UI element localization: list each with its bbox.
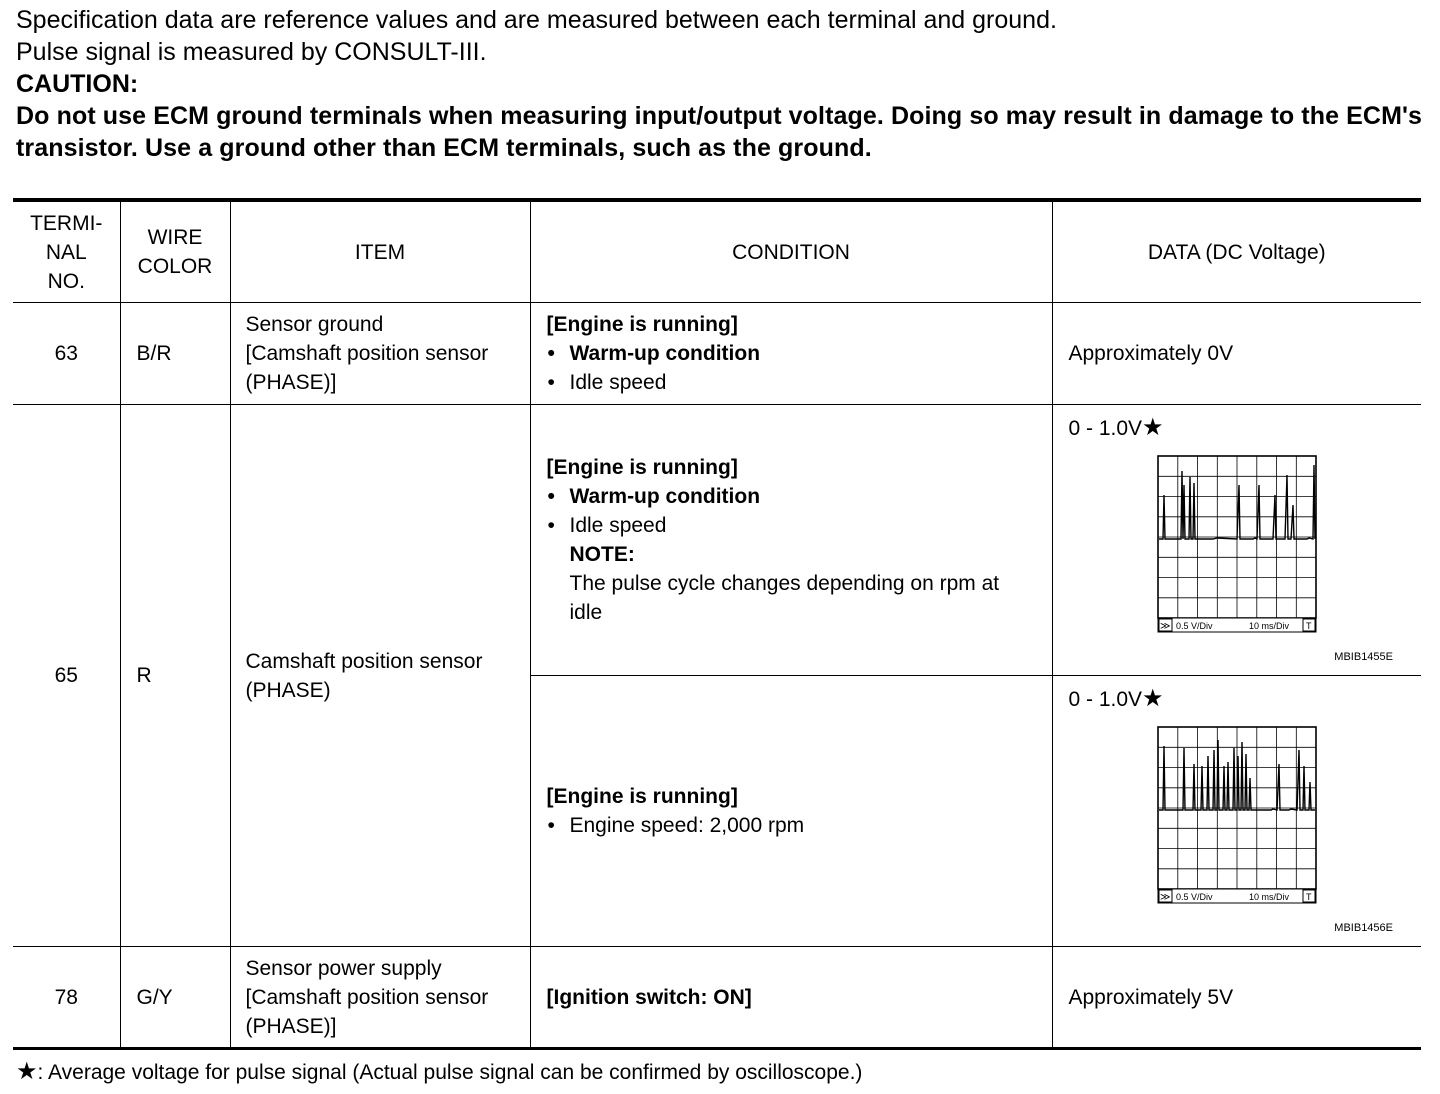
oscilloscope-waveform [1157, 455, 1332, 641]
condition-cell [530, 947, 1052, 1049]
star-icon: ★ [1142, 685, 1164, 712]
item-line: (PHASE)] [245, 1014, 337, 1038]
table-row [13, 303, 1421, 405]
condition-bullet: • Warm-up condition [547, 482, 1044, 511]
header-terminal-line: TERMI- [30, 211, 103, 235]
scope-arrow-icon: ≫ [1159, 892, 1170, 903]
terminal-number: 65 [13, 405, 120, 947]
data-value [1069, 684, 1164, 714]
header-wire-line: WIRE [147, 226, 203, 249]
scope-trigger-label: T [1305, 621, 1311, 631]
oscilloscope-waveform [1157, 726, 1332, 912]
header-item: ITEM [230, 200, 530, 303]
note-label: NOTE: [569, 543, 635, 566]
scope-volts-per-div: 0.5 V/Div [1175, 892, 1213, 902]
note-text: The pulse cycle changes depending on rpm at [569, 572, 1000, 595]
spec-note-line: Specification data are reference values and are measured between each terminal and ground. [16, 6, 1057, 34]
terminal-spec-table [13, 198, 1421, 1050]
item-cell [230, 405, 530, 947]
item-line: Sensor ground [245, 313, 384, 336]
figure-id: MBIB1455E [1334, 651, 1393, 663]
data-value: Approximately 0V [1052, 303, 1421, 405]
intro-text [16, 4, 1426, 164]
condition-cell [530, 303, 1052, 405]
footnote-text: : Average voltage for pulse signal (Actual pulse signal can be confirmed by oscilloscope.) [37, 1061, 863, 1084]
scope-footer [1158, 889, 1316, 903]
item-line: (PHASE) [245, 678, 331, 702]
note-text: idle [569, 601, 603, 624]
header-terminal-line: NO. [47, 269, 85, 293]
condition-cell [530, 676, 1052, 947]
scope-volts-per-div: 0.5 V/Div [1175, 621, 1213, 631]
table-row [13, 947, 1421, 1049]
star-icon: ★ [16, 1058, 38, 1085]
header-condition: CONDITION [530, 200, 1052, 303]
item-line: [Camshaft position sensor [245, 985, 489, 1009]
condition-bullet: • Engine speed: 2,000 rpm [547, 811, 1044, 840]
scope-arrow-icon: ≫ [1159, 621, 1170, 632]
caution-label: CAUTION: [16, 70, 139, 98]
condition-cell [530, 405, 1052, 676]
waveform-cell [1052, 405, 1421, 676]
item-line: Camshaft position sensor [245, 649, 483, 673]
condition-bullet: • Warm-up condition [547, 339, 1044, 368]
footnote [16, 1058, 862, 1087]
condition-header: [Engine is running] [546, 313, 738, 336]
wire-color: B/R [120, 303, 230, 405]
header-terminal-no [13, 200, 120, 303]
scope-time-per-div: 10 ms/Div [1248, 892, 1289, 902]
condition-bullet: • Idle speed [547, 511, 1044, 540]
wire-color: G/Y [120, 947, 230, 1049]
condition-header: [Engine is running] [546, 785, 738, 808]
header-wire-color [120, 200, 230, 303]
pulse-note-line: Pulse signal is measured by CONSULT-III. [16, 38, 487, 66]
terminal-number: 78 [13, 947, 120, 1049]
table-header-row [13, 200, 1421, 303]
scope-trigger-label: T [1305, 892, 1311, 902]
item-cell [230, 947, 530, 1049]
item-line: Sensor power supply [245, 956, 442, 980]
caution-text: Do not use ECM ground terminals when measuring input/output voltage. Doing so may result in damage to the ECM's transistor. Use a ground other than ECM terminals, such as the ground. [16, 102, 1423, 162]
scope-time-per-div: 10 ms/Div [1248, 621, 1289, 631]
terminal-number: 63 [13, 303, 120, 405]
figure-id: MBIB1456E [1334, 922, 1393, 934]
item-line: (PHASE)] [245, 371, 337, 394]
data-value: Approximately 5V [1052, 947, 1421, 1049]
header-terminal-line: NAL [45, 240, 87, 264]
waveform-cell [1052, 676, 1421, 947]
header-wire-line: COLOR [137, 255, 213, 278]
wire-color: R [120, 405, 230, 947]
header-data: DATA (DC Voltage) [1052, 200, 1421, 303]
condition-header: [Engine is running] [546, 456, 738, 479]
condition-bullet: • Idle speed [547, 368, 1044, 397]
voltage-range: 0 - 1.0V [1068, 417, 1143, 440]
scope-footer [1158, 618, 1316, 632]
data-value [1069, 413, 1164, 443]
item-cell [230, 303, 530, 405]
voltage-range: 0 - 1.0V [1068, 688, 1143, 711]
star-icon: ★ [1142, 414, 1164, 441]
condition-header: [Ignition switch: ON] [546, 985, 752, 1009]
item-line: [Camshaft position sensor [245, 342, 489, 365]
table-row [13, 405, 1421, 676]
